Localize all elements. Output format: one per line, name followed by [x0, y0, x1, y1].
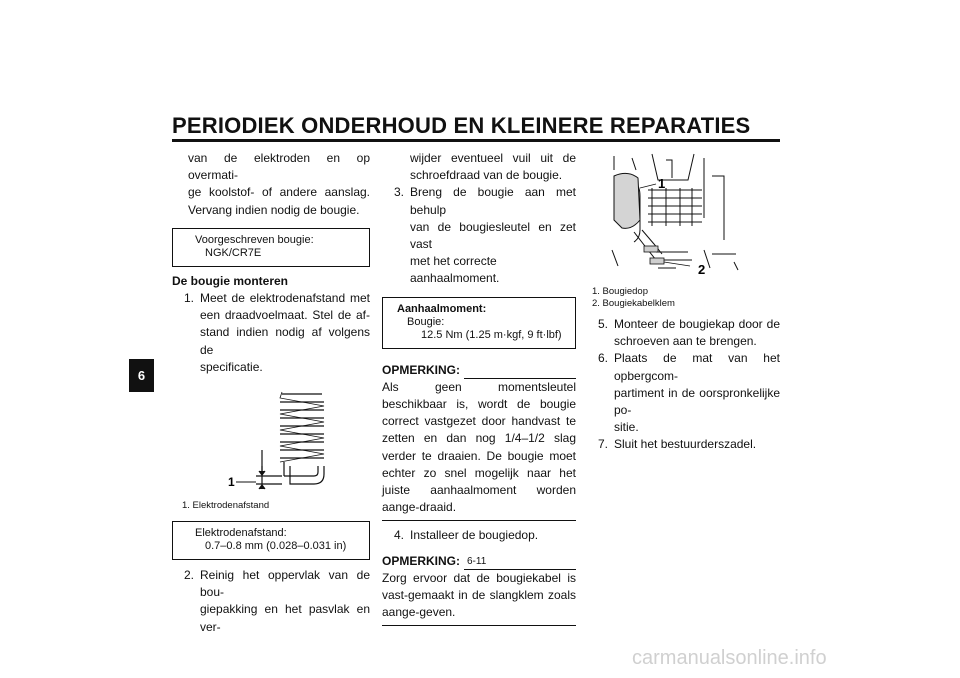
chapter-tab[interactable]: 6: [129, 359, 154, 392]
text-line: stand indien nodig af volgens de: [200, 325, 370, 357]
step-number: 2.: [184, 568, 195, 583]
text-line: met het correcte aanhaalmoment.: [410, 254, 500, 286]
step-5: [598, 316, 780, 350]
text-line: ge koolstof- of andere aanslag.: [188, 185, 370, 200]
text-line: wijder eventueel vuil uit de: [410, 151, 576, 165]
spark-plug-figure: [172, 380, 370, 498]
section-heading: De bougie monteren: [172, 273, 289, 288]
note-text: Zorg ervoor dat de bougiekabel is vast-gemaakt in de slangklem zoals aange-geven.: [382, 570, 576, 620]
step-number: 1.: [184, 291, 195, 306]
text-line: sitie.: [614, 420, 639, 435]
step-2: [184, 567, 370, 636]
header-rule: [172, 139, 780, 142]
page-title: PERIODIEK ONDERHOUD EN KLEINERE REPARATIES: [172, 113, 751, 138]
spec-label: Elektrodenafstand:: [195, 527, 287, 540]
plug-cap-illustration: [592, 150, 780, 274]
step-4: [394, 527, 576, 544]
spec-label: Voorgeschreven bougie:: [195, 233, 314, 246]
column-3: [592, 150, 780, 454]
figure-callout: 1: [228, 475, 235, 490]
figure-caption: 2. Bougiekabelklem: [592, 298, 675, 309]
step-number: 5.: [598, 317, 609, 331]
column-2: [382, 150, 576, 626]
spark-plug-illustration: [172, 380, 370, 498]
spec-box-electrode-gap: [172, 521, 370, 560]
note-end-rule: [382, 519, 576, 521]
spec-sublabel: Bougie:: [407, 315, 445, 328]
step-1: [184, 290, 370, 376]
note-label: OPMERKING:: [382, 362, 460, 377]
intro-paragraph: [172, 150, 370, 219]
note-heading: [382, 362, 576, 379]
note-text: Als geen momentsleutel beschikbaar is, wordt de bougie correct vastgezet door handvast te zetten en dan nog 1/4–1/2 slag verder te draaien. De bougie moet echter zo snel mogelijk naar het juiste aanhaalmoment worden aange-draaid.: [382, 379, 576, 515]
text-line: partiment in de oorspronkelijke po-: [614, 385, 780, 418]
text-line: Sluit het bestuurderszadel.: [614, 437, 757, 452]
text-line: Vervang indien nodig de bougie.: [188, 202, 360, 217]
text-line: Monteer de bougiekap door de: [614, 317, 780, 331]
text-line: giepakking en het pasvlak en ver-: [200, 602, 370, 634]
step-number: 7.: [598, 437, 609, 452]
text-line: specificatie.: [200, 359, 263, 374]
watermark: carmanualsonline.info: [632, 647, 827, 669]
text-line: Reinig het oppervlak van de bou-: [200, 568, 370, 600]
text-line: van de elektroden en op overmati-: [188, 151, 370, 183]
note-rule: [464, 368, 576, 379]
spec-label: Aanhaalmoment:: [397, 302, 487, 315]
text-line: Meet de elektrodenafstand met: [200, 291, 370, 306]
spec-value: 12.5 Nm (1.25 m·kgf, 9 ft·lbf): [421, 328, 562, 341]
figure-callout: 2: [698, 262, 706, 274]
continued-paragraph: [382, 150, 576, 184]
column-1: [172, 150, 370, 636]
step-number: 3.: [394, 185, 405, 200]
page-number: 6-11: [467, 556, 487, 567]
step-7: [598, 436, 780, 453]
figure-caption: 1. Elektrodenafstand: [182, 500, 270, 512]
text-line: van de bougiesleutel en zet vast: [410, 219, 576, 252]
plug-cap-figure: [592, 150, 780, 274]
step-number: 4.: [394, 528, 405, 543]
figure-caption: 1. Bougiedop: [592, 286, 648, 297]
text-line: een draadvoelmaat. Stel de af-: [200, 308, 370, 323]
text-line: Breng de bougie aan met behulp: [410, 185, 576, 217]
figure-callout: 1: [658, 176, 666, 191]
text-line: schroefdraad van de bougie.: [410, 168, 563, 183]
spec-value: 0.7–0.8 mm (0.028–0.031 in): [205, 540, 347, 553]
spec-box-spark-plug: [172, 228, 370, 267]
step-3: [394, 184, 576, 287]
spec-box-torque: [382, 297, 576, 349]
step-6: [598, 350, 780, 436]
text-line: schroeven aan te brengen.: [614, 334, 757, 349]
text-line: Installeer de bougiedop.: [410, 528, 539, 543]
step-number: 6.: [598, 351, 609, 366]
text-line: Plaats de mat van het opbergcom-: [614, 351, 780, 383]
note-end-rule: [382, 624, 576, 626]
note-label: OPMERKING:: [382, 553, 460, 568]
spec-value: NGK/CR7E: [205, 246, 262, 259]
